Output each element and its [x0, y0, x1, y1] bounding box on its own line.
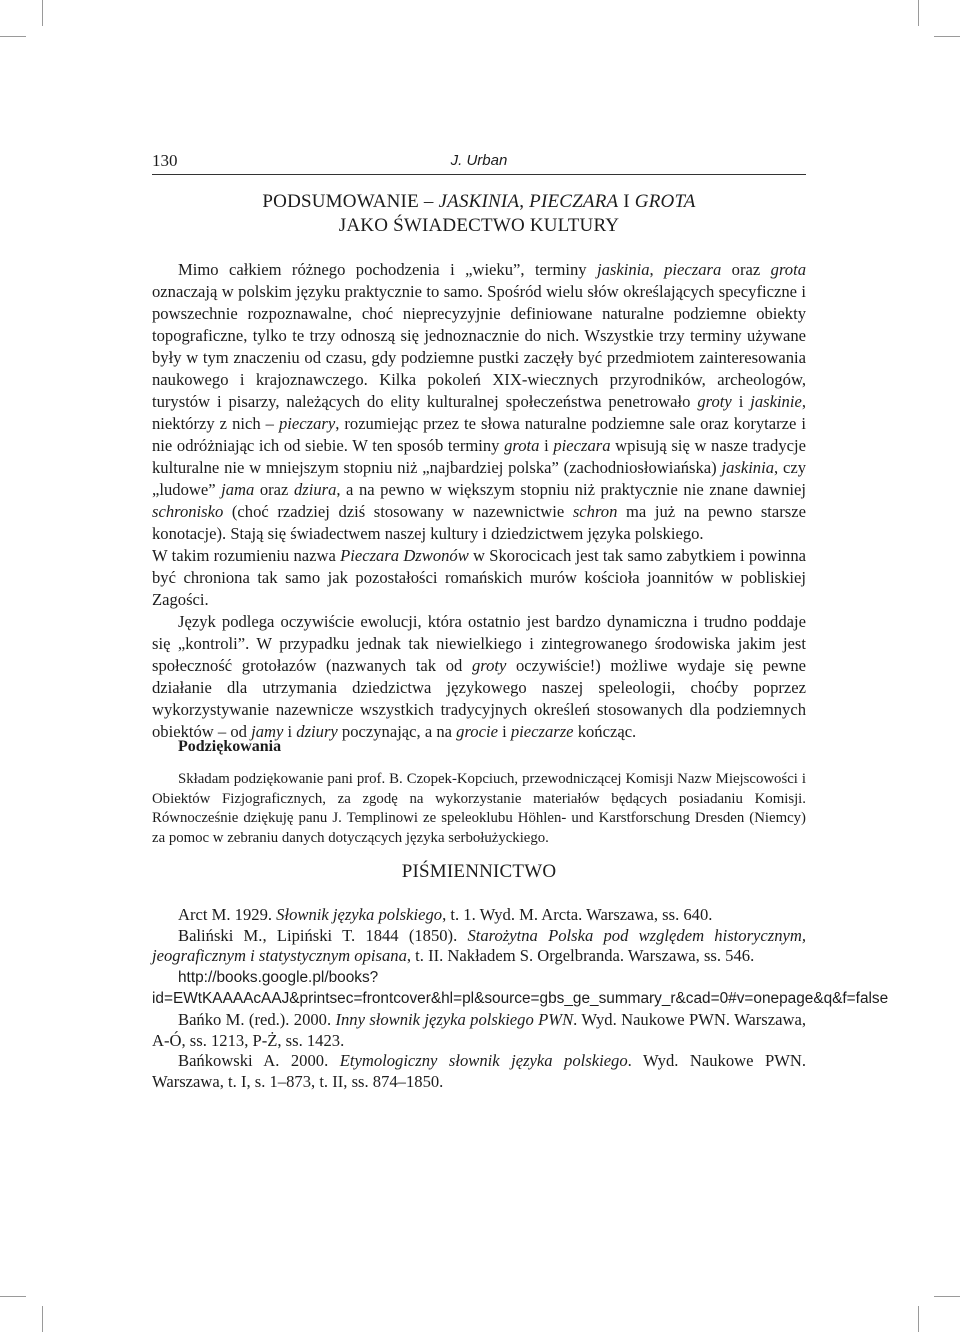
crop-mark	[918, 0, 919, 26]
running-author: J. Urban	[450, 152, 508, 169]
reference-entry: Arct M. 1929. Słownik języka polskiego, t. 1. Wyd. M. Arcta. Warszawa, ss. 640.	[178, 905, 713, 924]
section-title-line-1: PODSUMOWANIE – JASKINIA, PIECZARA I GROTA	[262, 191, 696, 212]
section-title-line-2: JAKO ŚWIADECTWO KULTURY	[338, 215, 620, 236]
reference-entry: Baliński M., Lipiński T. 1844 (1850). Starożytna Polska pod względem historycznym, jeograficznym i statystycznym opisana, t. II. Nakładem S. Orgelbranda. Warszawa, ss. 546.	[152, 925, 807, 966]
acknowledgements-heading: Podziękowania	[178, 738, 282, 755]
references-list	[152, 905, 889, 1092]
crop-mark	[42, 0, 43, 26]
body-paragraph: Język podlega oczywiście ewolucji, która ostatnio jest bardzo dynamiczna i trudno poddaje się „kontroli”. W przypadku jednak tak niewielkiego i zintegrowanego środowiska jakim jest społeczność grotołazów (nazwanych tak od groty oczywiście!) możliwe wydaje się pewne działanie dla utrzymania dziedzictwa językowego naszej speleologii, choćby poprzez wykorzystywanie nazewnicze wszystkich tradycyjnych określeń stosowanych dla podziemnych obiektów – od jamy i dziury poczynając, a na grocie i pieczarze kończąc.	[152, 612, 807, 741]
references-heading: PIŚMIENNICTWO	[401, 861, 557, 882]
crop-mark	[934, 36, 960, 37]
reference-url[interactable]: http://books.google.pl/books?id=EWtKAAAAcAAJ&printsec=frontcover&hl=pl&source=gbs_ge_summary_r&cad=0#v=onepage&q&f=false	[152, 968, 889, 1008]
section-title	[152, 190, 806, 238]
crop-mark	[0, 1296, 26, 1297]
body-paragraph: W takim rozumieniu nazwa Pieczara Dzwonów w Skorocicach jest tak samo zabytkiem i powinna być chroniona tak samo jak pozostałości romańskich murów kościoła joannitów w pobliskiej Zagości.	[152, 546, 806, 609]
crop-mark	[918, 1306, 919, 1332]
crop-mark	[42, 1306, 43, 1332]
summary-body	[152, 259, 806, 743]
crop-mark	[934, 1296, 960, 1297]
crop-mark	[0, 36, 26, 37]
reference-entry: Bańkowski A. 2000. Etymologiczny słownik języka polskiego. Wyd. Naukowe PWN. Warszawa, t. I, s. 1–873, t. II, ss. 874–1850.	[152, 1051, 807, 1091]
page-number: 130	[152, 151, 178, 170]
body-paragraph: Mimo całkiem różnego pochodzenia i „wieku”, terminy jaskinia, pieczara oraz grota oznaczają w polskim języku praktycznie to samo. Spośród wielu słów określających specyficzne i powszechnie rozpoznawalne, choć nieprecyzyjnie definiowane naturalne podziemne obiekty topograficzne, tylko te trzy odnoszą się jednoznacznie do nich. Wszystkie trzy terminy używane były w tym znaczeniu od czasu, gdy podziemne pustki zaczęły być przedmiotem zainteresowania naukowego i krajoznawczego. Kilka pokoleń XIX-wiecznych przyrodników, archeologów, turystów i pisarzy, należących do elity kulturalnej społeczeństwa penetrowało groty i jaskinie, niektórzy z nich – pieczary, rozumiejąc przez te słowa naturalne podziemne sale oraz korytarze i nie odróżniając ich od siebie. W ten sposób terminy grota i pieczara wpisują się w nasze tradycje kulturalne nie w mniejszym stopniu niż „najbardziej polska” (zachodniosłowiańska) jaskinia, czy „ludowe” jama oraz dziura, a na pewno w większym stopniu niż praktycznie nie znane dawniej schronisko (choć rzadziej dziś stosowany w nazewnictwie schron ma już na pewno starsze konotacje). Stają się świadectwem naszej kultury i dziedzictwem języka polskiego.	[152, 260, 807, 543]
running-header	[152, 150, 806, 175]
acknowledgements-text: Składam podziękowanie pani prof. B. Czopek-Kopciuch, przewodniczącej Komisji Nazw Miejscowości i Obiektów Fizjograficznych, za zgodę na wykorzystanie materiałów będących posiadaniu Komisji. Równocześnie dziękuję panu J. Templinowi ze speleoklubu Höhlen- und Karstforschung Dresden (Niemcy) za pomoc w zebraniu danych dotyczących języka serbołużyckiego.	[152, 771, 806, 846]
reference-entry: Bańko M. (red.). 2000. Inny słownik języka polskiego PWN. Wyd. Naukowe PWN. Warszawa, A-Ó, ss. 1213, P-Ż, ss. 1423.	[152, 1009, 806, 1050]
